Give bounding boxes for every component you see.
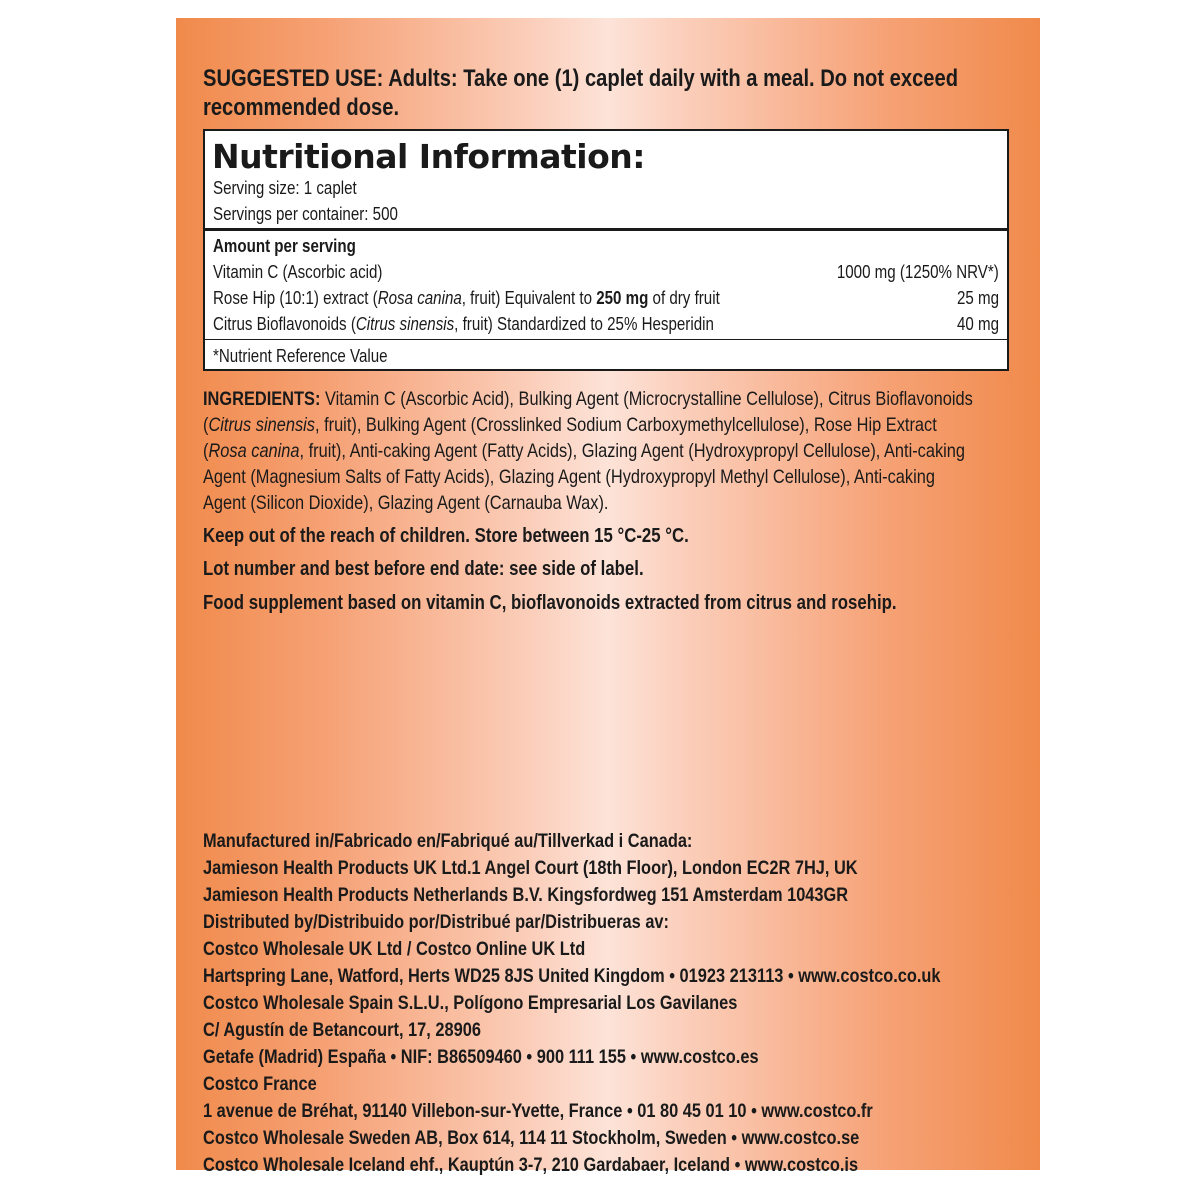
servings-per-container: Servings per container: 500 [213, 204, 398, 224]
nutrient-value-vitamin-c: 1000 mg (1250% NRV*) [837, 262, 999, 282]
address-line: Distributed by/Distribuido por/Distribué par/Distribueras av: [203, 911, 670, 933]
ingredients-line-1: INGREDIENTS: Vitamin C (Ascorbic Acid), Bulking Agent (Microcrystalline Cellulose), Citrus Bioflavonoids [203, 388, 973, 410]
nutrient-name: Rose Hip (10:1) extract (Rosa canina, fruit) Equivalent to 250 mg of dry fruit [213, 288, 720, 308]
ingredients-label: INGREDIENTS: [203, 388, 321, 410]
address-line: Hartspring Lane, Watford, Herts WD25 8JS United Kingdom • 01923 213113 • www.costco.co.uk [203, 965, 941, 987]
ingredients-line-2: (Citrus sinensis, fruit), Bulking Agent (Crosslinked Sodium Carboxymethylcellulose), Rose Hip Extract [203, 414, 937, 436]
address-line: Getafe (Madrid) España • NIF: B86509460 • 900 111 155 • www.costco.es [203, 1046, 759, 1068]
address-line: Jamieson Health Products UK Ltd.1 Angel Court (18th Floor), London EC2R 7HJ, UK [203, 857, 858, 879]
ingredients-line-5: Agent (Silicon Dioxide), Glazing Agent (Carnauba Wax). [203, 492, 609, 514]
nutrient-name: Citrus Bioflavonoids (Citrus sinensis, fruit) Standardized to 25% Hesperidin [213, 314, 714, 334]
serving-size: Serving size: 1 caplet [213, 178, 357, 198]
ingredients [203, 386, 1013, 516]
address-line: Costco Wholesale Sweden AB, Box 614, 114 11 Stockholm, Sweden • www.costco.se [203, 1127, 860, 1149]
suggested-use-line-2: recommended dose. [203, 94, 400, 121]
nutrient-value-citrus-bioflavonoids: 40 mg [956, 314, 999, 334]
ingredients-line-3: (Rosa canina, fruit), Anti-caking Agent (Fatty Acids), Glazing Agent (Hydroxypropyl Cellulose), Anti-caking [203, 440, 966, 462]
address-line: Costco France [203, 1073, 317, 1095]
nutrient-row-vitamin-c [213, 261, 415, 283]
nutrient-value-rose-hip: 25 mg [956, 288, 999, 308]
nutrition-title: Nutritional Information: [212, 137, 645, 176]
suggested-use-line-1: SUGGESTED USE: Adults: Take one (1) caplet daily with a meal. Do not exceed [203, 65, 959, 92]
divider-thick [205, 228, 1007, 231]
address-line: Manufactured in/Fabricado en/Fabriqué au/Tillverkad i Canada: [203, 830, 693, 852]
lot-number-note: Lot number and best before end date: see side of label. [203, 558, 644, 580]
amount-per-serving-header: Amount per serving [213, 236, 356, 256]
nutrient-row-rose-hip [213, 287, 816, 309]
divider-thin [205, 339, 1007, 340]
address-line: Jamieson Health Products Netherlands B.V. Kingsfordweg 151 Amsterdam 1043GR [203, 884, 849, 906]
food-supplement-note: Food supplement based on vitamin C, bioflavonoids extracted from citrus and rosehip. [203, 592, 897, 614]
storage-warning: Keep out of the reach of children. Store between 15 °C-25 °C. [203, 525, 689, 547]
nutrient-row-citrus-bioflavonoids [213, 313, 809, 335]
address-line: Costco Wholesale Iceland ehf., Kauptún 3-7, 210 Gardabaer, Iceland • www.costco.is [203, 1154, 859, 1176]
suggested-use [203, 64, 1003, 122]
ingredients-line-4: Agent (Magnesium Salts of Fatty Acids), Glazing Agent (Hydroxypropyl Methyl Cellulose), Anti-caking [203, 466, 935, 488]
manufacturer-distributor-addresses [203, 828, 1023, 1179]
address-line: C/ Agustín de Betancourt, 17, 28906 [203, 1019, 481, 1041]
nutrient-name: Vitamin C (Ascorbic acid) [213, 262, 383, 282]
address-line: Costco Wholesale UK Ltd / Costco Online UK Ltd [203, 938, 586, 960]
nrv-footnote: *Nutrient Reference Value [213, 346, 388, 366]
product-label-back [176, 18, 1040, 1176]
address-line: 1 avenue de Bréhat, 91140 Villebon-sur-Yvette, France • 01 80 45 01 10 • www.costco.fr [203, 1100, 873, 1122]
address-line: Costco Wholesale Spain S.L.U., Polígono Empresarial Los Gavilanes [203, 992, 738, 1014]
nutrition-facts-panel [203, 129, 1009, 371]
